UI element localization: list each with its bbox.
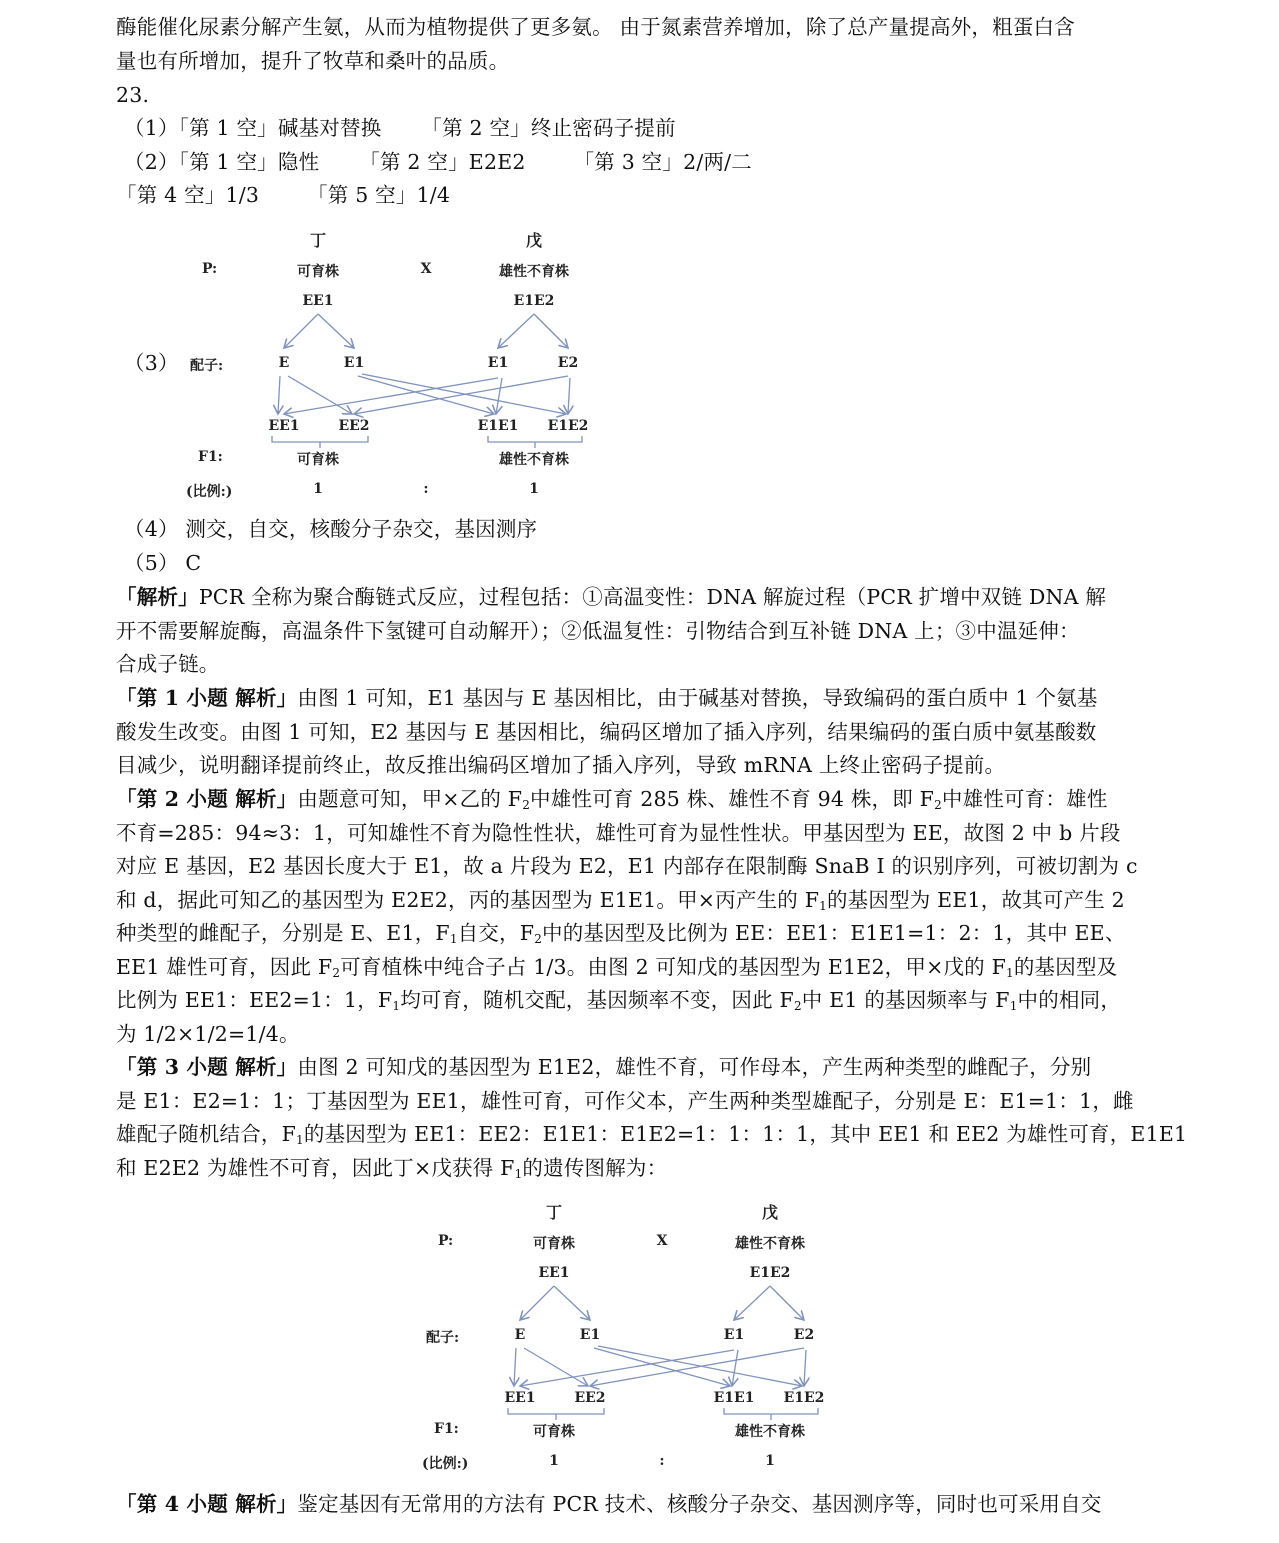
gamete: E1 xyxy=(487,355,509,371)
analysis-text: 比例为 EE1：EE2=1：1，F xyxy=(116,988,393,1012)
phenotype-bracket xyxy=(488,436,582,448)
analysis-line: 为 1/2×1/2=1/4。 xyxy=(116,1022,300,1046)
analysis-line: 合成子链。 xyxy=(116,652,220,676)
sub-analysis-2 xyxy=(116,782,1108,816)
gamete: E xyxy=(278,355,290,371)
analysis-line xyxy=(116,580,1106,614)
gamete: E xyxy=(514,1327,526,1343)
offspring-genotype: EE1 xyxy=(268,418,300,434)
analysis-line: 开不需要解旋酶，高温条件下氢键可自动解开）；②低温复性：引物结合到互补链 DNA 上；③中温延伸： xyxy=(116,619,1080,643)
cross-arrow xyxy=(770,1286,804,1320)
gamete: E1 xyxy=(579,1327,601,1343)
sub-analysis-label: 「第 1 小题 解析」 xyxy=(116,686,298,710)
f1-phenotype: 可育株 xyxy=(533,1424,575,1440)
ratio-value: 1 xyxy=(765,1453,775,1469)
blank-label: 「第 5 空」 xyxy=(307,183,417,207)
analysis-text: 自交，F xyxy=(457,921,535,945)
analysis-text: 中雄性可育：雄性 xyxy=(941,787,1108,811)
analysis-text: 中的相同， xyxy=(1017,988,1122,1012)
offspring-genotype: E1E2 xyxy=(783,1390,825,1406)
phenotype-bracket xyxy=(272,436,368,448)
cross-arrow xyxy=(734,1286,770,1320)
offspring-genotype: E1E2 xyxy=(547,418,589,434)
blank-label: 「第 4 空」 xyxy=(116,183,226,207)
analysis-line xyxy=(116,916,1126,950)
text-line: 酶能催化尿素分解产生氨，从而为植物提供了更多氨。 由于氮素营养增加，除了总产量提高外，粗蛋白含 xyxy=(116,15,1075,39)
cross-arrow xyxy=(278,376,280,414)
analysis-label: 「解析」 xyxy=(116,585,199,609)
analysis-text: 的基因型及 xyxy=(1013,955,1118,979)
ratio-label: (比例:) xyxy=(422,1456,469,1472)
analysis-text: 由图 1 可知，E1 基因与 E 基因相比，由于碱基对替换，导致编码的蛋白质中 1 个氨基 xyxy=(297,686,1098,710)
subscript: 1 xyxy=(514,1167,523,1181)
analysis-text: 雄配子随机结合，F xyxy=(116,1122,297,1146)
analysis-line xyxy=(116,1151,667,1185)
parent1-phenotype: 可育株 xyxy=(297,264,339,280)
cross-arrow xyxy=(520,1286,554,1320)
blank-label: 「第 2 空」 xyxy=(421,116,531,140)
answer-q2-cont xyxy=(116,178,450,212)
blank-label: 「第 3 空」 xyxy=(573,150,684,174)
answer-q1 xyxy=(116,111,676,145)
text-line: 量也有所增加，提升了牧草和桑叶的品质。 xyxy=(116,49,510,73)
analysis-text: 的基因型为 EE1：EE2：E1E1：E1E2=1：1：1：1，其中 EE1 和 EE2 为雄性可育，E1E1 xyxy=(303,1122,1188,1146)
analysis-line: 酸发生改变。由图 1 可知，E2 基因与 E 基因相比，编码区增加了插入序列，结果编码的蛋白质中氨基酸数 xyxy=(116,720,1097,744)
answer-q3-prefix: （3） xyxy=(124,351,179,375)
blank-label: 「第 1 空」 xyxy=(178,116,278,140)
sub-analysis-label: 「第 3 小题 解析」 xyxy=(116,1055,298,1079)
analysis-text: 中的基因型及比例为 EE：EE1：E1E1=1：2：1，其中 EE、 xyxy=(542,921,1126,945)
blank-value: 2/两/二 xyxy=(683,150,752,174)
phenotype-bracket xyxy=(508,1408,604,1420)
blank-label: 「第 1 空」 xyxy=(178,150,278,174)
parent2-name: 戊 xyxy=(761,1203,779,1222)
subscript: 1 xyxy=(819,899,827,913)
f1-label: F1: xyxy=(434,1421,459,1437)
parent2-genotype: E1E2 xyxy=(749,1265,791,1281)
answer-q5: （5） C xyxy=(124,551,202,575)
subscript: 2 xyxy=(934,798,942,812)
gamete: E1 xyxy=(723,1327,745,1343)
ratio-value: 1 xyxy=(313,481,323,497)
answer-q4: （4） 测交，自交，核酸分子杂交，基因测序 xyxy=(124,517,538,541)
parent2-name: 戊 xyxy=(525,231,543,250)
f1-phenotype: 雄性不育株 xyxy=(499,452,569,468)
analysis-line: 目减少，说明翻译提前终止，故反推出编码区增加了插入序列，导致 mRNA 上终止密码子提前。 xyxy=(116,753,1006,777)
cross-arrow xyxy=(534,314,568,348)
analysis-text: 的基因型为 EE1，故其可产生 2 xyxy=(826,888,1125,912)
subscript: 1 xyxy=(1006,966,1014,980)
subscript: 2 xyxy=(522,798,531,812)
parent1-name: 丁 xyxy=(309,231,327,250)
analysis-text: 鉴定基因有无常用的方法有 PCR 技术、核酸分子杂交、基因测序等，同时也可采用自交 xyxy=(297,1492,1102,1516)
p-label: P: xyxy=(438,1233,454,1249)
cross-arrows xyxy=(172,228,612,518)
cross-symbol: X xyxy=(420,261,432,277)
cross-arrow xyxy=(498,314,534,348)
phenotype-bracket xyxy=(724,1408,818,1420)
analysis-text: 的遗传图解为： xyxy=(522,1156,668,1180)
ratio-label: (比例:) xyxy=(186,484,233,500)
offspring-genotype: EE1 xyxy=(504,1390,536,1406)
subscript: 1 xyxy=(449,932,458,946)
analysis-text: 均可育，随机交配，基因频率不变，因此 F xyxy=(400,988,794,1012)
analysis-line: 是 E1：E2=1：1；丁基因型为 EE1，雄性可育，可作父本，产生两种类型雄配子，分别是 E：E1=1：1，雌 xyxy=(116,1089,1134,1113)
gamete: E1 xyxy=(343,355,365,371)
gamete-label: 配子: xyxy=(190,358,224,374)
blank-value: 终止密码子提前 xyxy=(530,116,676,140)
offspring-genotype: E1E1 xyxy=(713,1390,755,1406)
analysis-text: 可育植株中纯合子占 1/3。由图 2 可知戊的基因型为 E1E2，甲×戊的 F xyxy=(340,955,1007,979)
cross-arrow xyxy=(804,1350,806,1386)
cross-arrow xyxy=(520,1350,734,1386)
ratio-separator: : xyxy=(423,481,429,497)
cross-arrow xyxy=(514,1348,516,1386)
offspring-genotype: EE2 xyxy=(574,1390,606,1406)
parent1-genotype: EE1 xyxy=(538,1265,570,1281)
analysis-text: 中雄性可育 285 株、雄性不育 94 株，即 F xyxy=(530,787,935,811)
analysis-line xyxy=(116,883,1125,917)
ratio-value: 1 xyxy=(529,481,539,497)
sub-analysis-label: 「第 4 小题 解析」 xyxy=(116,1492,298,1516)
p-label: P: xyxy=(202,261,218,277)
analysis-text: 种类型的雌配子，分别是 E、E1，F xyxy=(116,921,450,945)
cross-arrow xyxy=(568,378,570,414)
analysis-text: 中 E1 的基因频率与 F xyxy=(801,988,1010,1012)
blank-value: E2E2 xyxy=(468,150,526,174)
parent2-genotype: E1E2 xyxy=(513,293,555,309)
parent1-name: 丁 xyxy=(545,1203,563,1222)
blank-value: 1/4 xyxy=(416,183,451,207)
analysis-text: 由题意可知，甲×乙的 F xyxy=(297,787,523,811)
gamete: E2 xyxy=(793,1327,815,1343)
subscript: 1 xyxy=(1009,999,1018,1013)
offspring-genotype: EE2 xyxy=(338,418,370,434)
analysis-text: 和 E2E2 为雄性不可育，因此丁×戊获得 F xyxy=(116,1156,515,1180)
answer-q2 xyxy=(116,145,752,179)
analysis-line xyxy=(116,950,1117,984)
sub-analysis-4 xyxy=(116,1487,1102,1521)
parent1-genotype: EE1 xyxy=(302,293,334,309)
analysis-text: EE1 雄性可育，因此 F xyxy=(116,955,333,979)
analysis-text: 由图 2 可知戊的基因型为 E1E2，雄性不育，可作母本，产生两种类型的雌配子，分别 xyxy=(297,1055,1092,1079)
f1-phenotype: 雄性不育株 xyxy=(735,1424,805,1440)
answer-prefix: （2） xyxy=(124,150,179,174)
cross-arrow xyxy=(284,378,498,414)
subscript: 2 xyxy=(332,966,341,980)
analysis-text: 和 d，据此可知乙的基因型为 E2E2，丙的基因型为 E1E1。甲×丙产生的 F xyxy=(116,888,820,912)
parent2-phenotype: 雄性不育株 xyxy=(499,264,569,280)
cross-arrow xyxy=(284,314,318,348)
subscript: 1 xyxy=(296,1133,304,1147)
parent2-phenotype: 雄性不育株 xyxy=(735,1236,805,1252)
sub-analysis-label: 「第 2 小题 解析」 xyxy=(116,787,298,811)
cross-arrow xyxy=(496,378,502,414)
answer-prefix: （1） xyxy=(124,116,179,140)
ratio-value: 1 xyxy=(549,1453,559,1469)
blank-value: 碱基对替换 xyxy=(277,116,382,140)
cross-arrows xyxy=(408,1200,848,1490)
question-number: 23. xyxy=(116,83,150,107)
f1-label: F1: xyxy=(198,449,223,465)
blank-label: 「第 2 空」 xyxy=(359,150,469,174)
blank-value: 1/3 xyxy=(225,183,260,207)
gamete-label: 配子: xyxy=(426,1330,460,1346)
subscript: 1 xyxy=(392,999,401,1013)
f1-phenotype: 可育株 xyxy=(297,452,339,468)
parent1-phenotype: 可育株 xyxy=(533,1236,575,1252)
analysis-line: 不育=285：94≈3：1，可知雄性不育为隐性性状，雄性可育为显性性状。甲基因型为 EE，故图 2 中 b 片段 xyxy=(116,821,1121,845)
analysis-line xyxy=(116,1117,1187,1151)
cross-symbol: X xyxy=(656,1233,668,1249)
subscript: 2 xyxy=(793,999,802,1013)
cross-arrow xyxy=(318,314,354,348)
sub-analysis-1 xyxy=(116,681,1098,715)
cross-arrow xyxy=(732,1350,738,1386)
analysis-line xyxy=(116,983,1121,1017)
offspring-genotype: E1E1 xyxy=(477,418,519,434)
ratio-separator: : xyxy=(659,1453,665,1469)
subscript: 2 xyxy=(534,932,543,946)
sub-analysis-3 xyxy=(116,1050,1091,1084)
gamete: E2 xyxy=(557,355,579,371)
cross-arrow xyxy=(554,1286,590,1320)
analysis-text: PCR 全称为聚合酶链式反应，过程包括：①高温变性：DNA 解旋过程（PCR 扩增中双链 DNA 解 xyxy=(198,585,1107,609)
blank-value: 隐性 xyxy=(277,150,320,174)
analysis-line: 对应 E 基因，E2 基因长度大于 E1，故 a 片段为 E2，E1 内部存在限制酶 SnaB Ⅰ 的识别序列，可被切割为 c xyxy=(116,854,1138,878)
